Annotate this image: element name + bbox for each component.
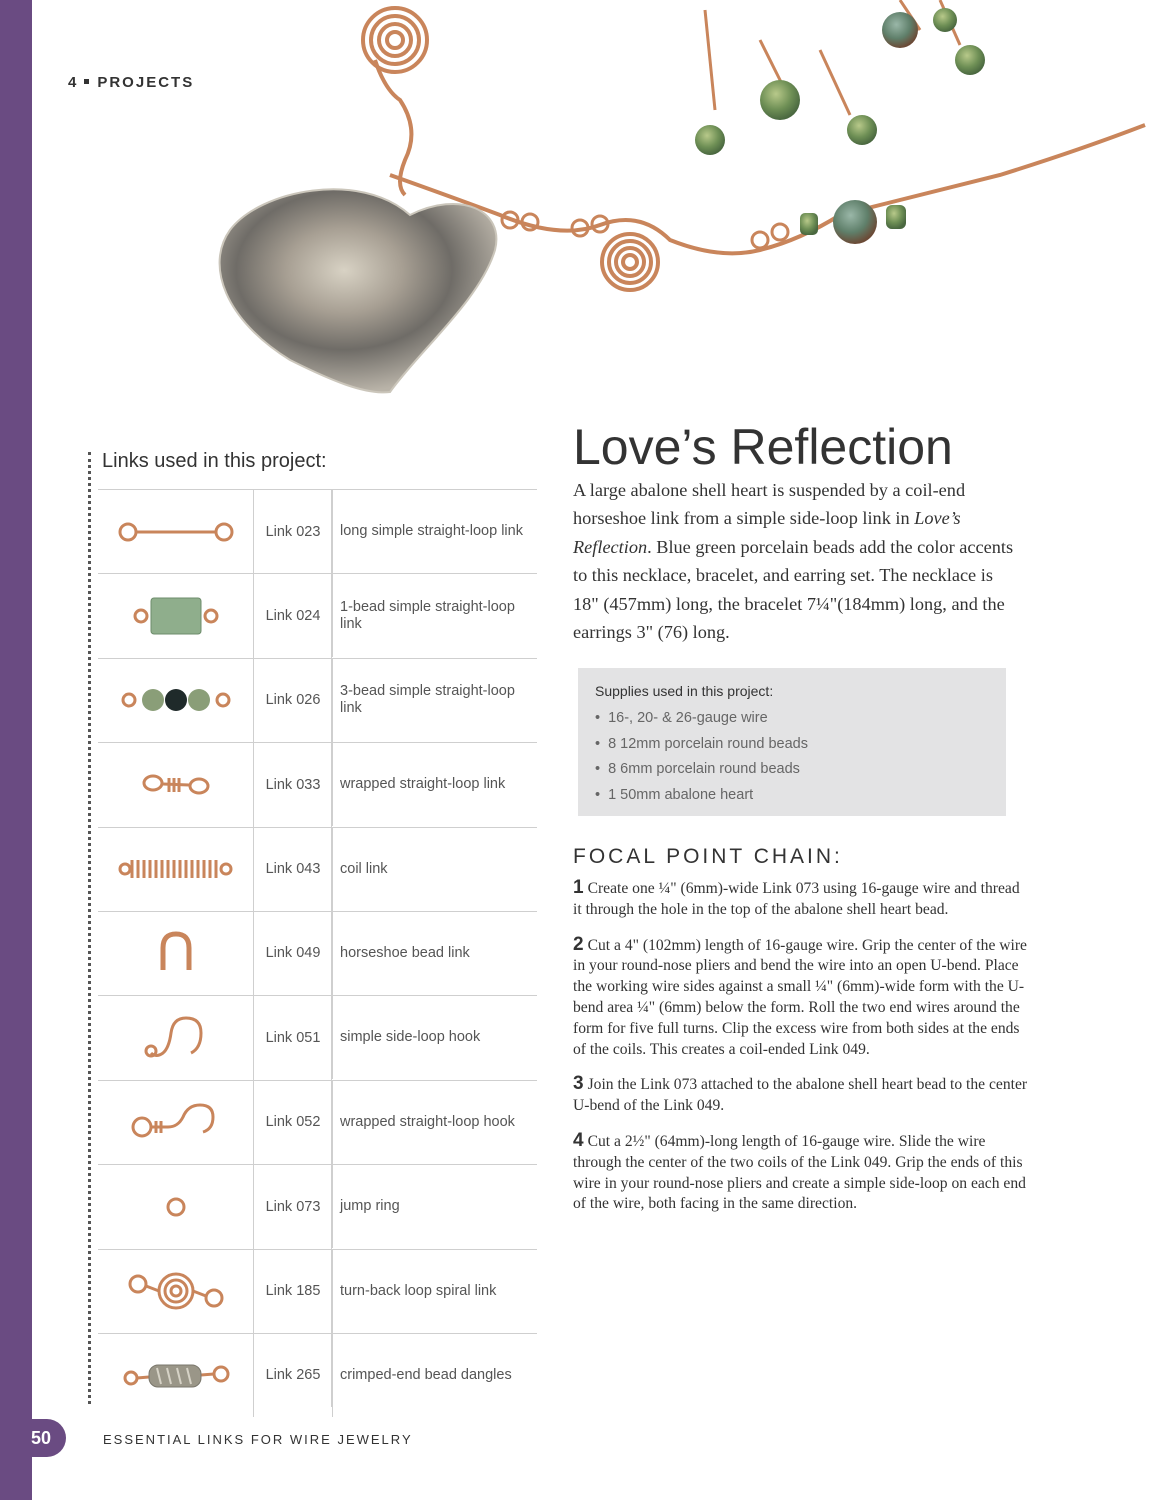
- coil-link-icon: [118, 856, 233, 882]
- table-row: [98, 1164, 537, 1248]
- step: [573, 1074, 1028, 1117]
- intro-italic: Love’s Reflection: [573, 508, 961, 557]
- top-spiral-icon: [363, 8, 427, 195]
- list-item: • 1 50mm abalone heart: [595, 783, 808, 809]
- abalone-heart: [220, 189, 497, 392]
- intro-text-end: . Blue green porcelain beads add the color accents to this necklace, bracelet, and earring set. The necklace is 18" (457mm) long, the bracelet 7¼"(184mm) long, and the earrings 3" (76) long.: [573, 536, 1014, 643]
- link-desc: turn-back loop spiral link: [340, 1282, 497, 1299]
- book-title-footer: ESSENTIAL LINKS FOR WIRE JEWELRY: [103, 1432, 413, 1447]
- jump-ring-icon: [161, 1192, 191, 1222]
- table-row: [98, 911, 537, 995]
- side-band: [0, 0, 32, 1500]
- horseshoe-link-icon: [151, 928, 201, 978]
- link-id: Link 026: [253, 659, 333, 742]
- link-id: Link 024: [253, 574, 333, 657]
- link-id: Link 265: [253, 1334, 333, 1417]
- link-desc: horseshoe bead link: [340, 944, 470, 961]
- link-desc: wrapped straight-loop hook: [340, 1113, 515, 1130]
- necklace-photo: [200, 0, 1159, 400]
- table-row: [98, 1333, 537, 1417]
- step: [573, 935, 1028, 1061]
- step: [573, 1131, 1028, 1215]
- wrapped-hook-icon: [128, 1097, 223, 1147]
- focal-heading: FOCAL POINT CHAIN:: [573, 845, 843, 868]
- square-bead-link-icon: [131, 591, 221, 641]
- step-text: Create one ¼" (6mm)-wide Link 073 using 16-gauge wire and thread it through the hole in the top of the abalone shell heart bead.: [573, 880, 1020, 918]
- link-desc: jump ring: [340, 1198, 400, 1215]
- step-number: 1: [573, 877, 584, 898]
- link-desc: coil link: [340, 860, 388, 877]
- link-desc: long simple straight-loop link: [340, 523, 523, 539]
- chapter-label: PROJECTS: [97, 74, 195, 91]
- list-item: • 8 12mm porcelain round beads: [595, 732, 808, 758]
- link-desc: simple side-loop hook: [340, 1029, 481, 1046]
- list-item: • 16-, 20- & 26-gauge wire: [595, 706, 808, 732]
- table-row: [98, 489, 537, 573]
- link-id: Link 033: [253, 743, 333, 826]
- link-id: Link 051: [253, 996, 333, 1079]
- links-title: Links used in this project:: [102, 450, 327, 472]
- bead-dangle-icon: [121, 1360, 231, 1390]
- straight-loop-link-icon: [116, 517, 236, 547]
- table-row: [98, 995, 537, 1079]
- dotted-rule: [88, 452, 91, 1404]
- article-title: Love’s Reflection: [573, 419, 953, 475]
- link-desc: 1-bead simple straight-loop link: [340, 598, 515, 632]
- step-text: Cut a 4" (102mm) length of 16-gauge wire. Grip the center of the wire in your round-nose pliers and bend the wire into an open U-bend. Place the working wire sides against a small ¼" (6mm)-wide form with the U-bend area ¼" (6mm) below the form. Roll the two end wires around the form for five full turns. Clip the excess wire from both sides at the ends of the coils. This creates a coil-ended Link 049.: [573, 936, 1027, 1058]
- link-desc: 3-bead simple straight-loop link: [340, 683, 515, 717]
- intro-text: A large abalone shell heart is suspended by a coil-end horseshoe link from a simple side-loop link in: [573, 480, 966, 529]
- chapter-header: [68, 74, 194, 91]
- link-id: Link 052: [253, 1081, 333, 1164]
- step-text: Cut a 2½" (64mm)-long length of 16-gauge wire. Slide the wire through the center of the two coils of the Link 049. Grip the ends of this wire in your round-nose pliers and create a simple side-loop on each end of the wire, both facing in the same direction.: [573, 1132, 1026, 1213]
- spiral-link-icon: [126, 1266, 226, 1316]
- step: [573, 878, 1028, 921]
- three-bead-link-icon: [121, 685, 231, 715]
- link-id: Link 023: [253, 490, 333, 573]
- link-desc: crimped-end bead dangles: [340, 1366, 512, 1383]
- step-text: Join the Link 073 attached to the abalone shell heart bead to the center U-bend of the Link 049.: [573, 1076, 1028, 1115]
- lower-spiral-icon: [602, 234, 658, 290]
- table-row: [98, 1080, 537, 1164]
- table-row: [98, 658, 537, 742]
- article-intro: [573, 476, 1018, 646]
- table-row: [98, 573, 537, 657]
- link-id: Link 043: [253, 828, 333, 911]
- side-loop-hook-icon: [141, 1013, 211, 1063]
- supplies-box: [578, 668, 1006, 816]
- wrapped-link-icon: [141, 768, 211, 802]
- step-number: 2: [573, 933, 584, 955]
- link-desc: wrapped straight-loop link: [340, 776, 506, 793]
- bullet-square-icon: [84, 79, 89, 84]
- step-number: 3: [573, 1073, 584, 1095]
- page-number: 50: [16, 1419, 66, 1457]
- link-id: Link 073: [253, 1165, 333, 1248]
- steps: [573, 878, 1028, 1229]
- table-row: [98, 1249, 537, 1333]
- link-id: Link 185: [253, 1250, 333, 1333]
- supplies-list: [595, 706, 808, 808]
- table-row: [98, 827, 537, 911]
- step-number: 4: [573, 1129, 584, 1151]
- chapter-number: 4: [68, 74, 79, 91]
- links-table: [98, 489, 537, 1417]
- table-row: [98, 742, 537, 826]
- link-id: Link 049: [253, 912, 333, 995]
- list-item: • 8 6mm porcelain round beads: [595, 757, 808, 783]
- supplies-title: Supplies used in this project:: [595, 683, 774, 699]
